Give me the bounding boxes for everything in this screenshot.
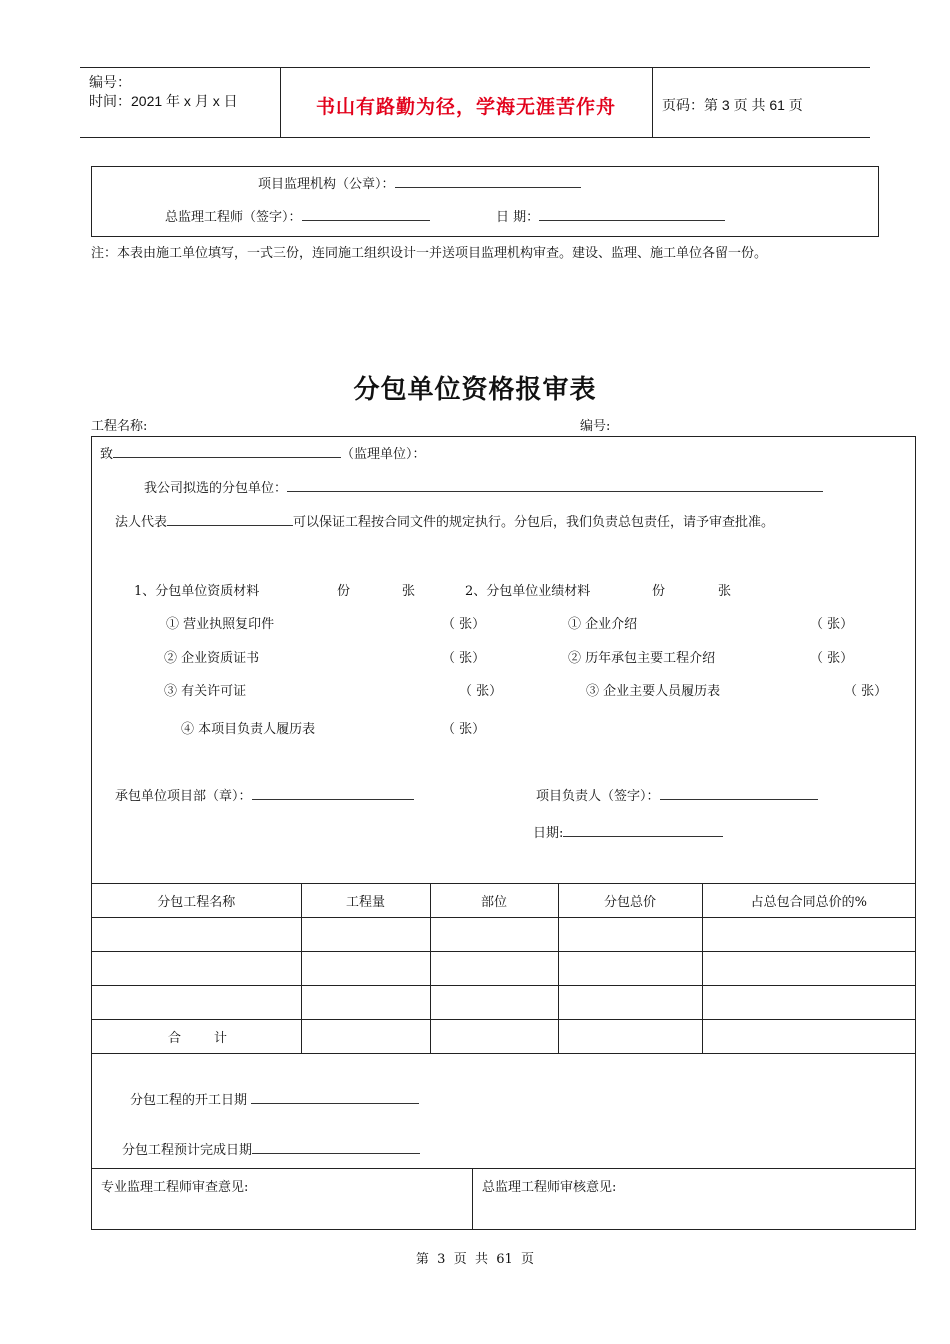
- left-item-2-sheets: （ 张）: [442, 651, 486, 666]
- table-row: [92, 952, 915, 986]
- left-item-3: ③ 有关许可证: [164, 684, 247, 699]
- header-motto: 书山有路勤为径，学海无涯苦作舟: [315, 97, 616, 118]
- col-header-total-price: 分包总价: [558, 884, 702, 918]
- form-note: 注：本表由施工单位填写，一式三份，连同施工组织设计一并送项目监理机构审查。建设、监理、施工单位各留一份。: [91, 246, 768, 261]
- header-meta: [80, 68, 281, 137]
- project-leader-label: 项目负责人（签字）：: [536, 789, 660, 804]
- left-item-4-sheets: （ 张）: [442, 722, 486, 737]
- form-code-label: 编号:: [580, 419, 611, 434]
- table-cell[interactable]: [702, 952, 915, 986]
- header-code-label: 编号：: [89, 74, 131, 90]
- subcontractor-form: [91, 436, 916, 1230]
- legal-rep-label: 法人代表: [115, 515, 168, 530]
- right-item-2-sheets: （ 张）: [810, 651, 854, 666]
- right-item-3: ③ 企业主要人员履历表: [586, 684, 721, 699]
- contractor-dept-line[interactable]: [252, 798, 414, 800]
- header-page-cell: [652, 68, 870, 137]
- end-date-label: 分包工程预计完成日期: [122, 1143, 253, 1158]
- materials-2-copies: 份: [652, 584, 666, 599]
- table-cell[interactable]: [702, 918, 915, 952]
- table-cell[interactable]: [702, 986, 915, 1020]
- right-item-3-sheets: （ 张）: [844, 684, 888, 699]
- specialist-review-label: 专业监理工程师审查意见:: [101, 1180, 249, 1195]
- seal-line[interactable]: [395, 186, 581, 188]
- left-item-2: ② 企业资质证书: [164, 651, 260, 666]
- specialist-review-cell[interactable]: [92, 1169, 473, 1230]
- end-date-line[interactable]: [252, 1152, 420, 1154]
- sign-date-label: 日期:: [533, 826, 564, 841]
- legal-rep-text: 可以保证工程按合同文件的规定执行。分包后，我们负责总包责任，请予审查批准。: [293, 515, 775, 530]
- header-page-info: 页码：第 3 页 共 61 页: [662, 97, 803, 113]
- table-cell[interactable]: [301, 952, 430, 986]
- start-date-label: 分包工程的开工日期: [130, 1093, 248, 1108]
- to-suffix: （监理单位）：: [341, 447, 426, 462]
- table-cell[interactable]: [430, 952, 558, 986]
- page-header: [80, 67, 870, 138]
- supervision-signature-box: [91, 166, 879, 237]
- chief-review-label: 总监理工程师审核意见:: [482, 1180, 617, 1195]
- right-item-1: ① 企业介绍: [568, 617, 638, 632]
- table-cell[interactable]: [92, 952, 301, 986]
- date-label: 日 期：: [496, 210, 540, 225]
- table-cell[interactable]: [301, 918, 430, 952]
- table-cell[interactable]: [558, 918, 702, 952]
- subcontract-table: [92, 883, 915, 1054]
- chief-engineer-label: 总监理工程师（签字）：: [165, 210, 302, 225]
- subcontractor-line[interactable]: [287, 490, 823, 492]
- table-cell[interactable]: [301, 986, 430, 1020]
- date-line[interactable]: [539, 219, 725, 221]
- project-leader-line[interactable]: [660, 798, 818, 800]
- table-cell[interactable]: [430, 986, 558, 1020]
- legal-rep-line[interactable]: [167, 524, 293, 526]
- total-label: 合 计: [92, 1020, 301, 1054]
- review-section: [92, 1168, 915, 1230]
- form-title: 分包单位资格报审表: [353, 375, 597, 405]
- seal-label: 项目监理机构（公章）：: [258, 177, 395, 192]
- table-cell[interactable]: [92, 918, 301, 952]
- chief-engineer-line[interactable]: [302, 219, 430, 221]
- table-cell[interactable]: [430, 1020, 558, 1054]
- project-name-label: 工程名称:: [91, 419, 148, 434]
- table-header-row: [92, 884, 915, 918]
- table-cell[interactable]: [301, 1020, 430, 1054]
- col-header-percentage: 占总包合同总价的%: [702, 884, 915, 918]
- header-time: 时间：2021 年 x 月 x 日: [89, 93, 238, 109]
- left-item-1-sheets: （ 张）: [442, 617, 486, 632]
- col-header-location: 部位: [430, 884, 558, 918]
- left-item-1: ① 营业执照复印件: [166, 617, 275, 632]
- table-row: [92, 918, 915, 952]
- left-item-4: ④ 本项目负责人履历表: [181, 722, 316, 737]
- col-header-quantity: 工程量: [301, 884, 430, 918]
- sign-date-line[interactable]: [563, 835, 723, 837]
- table-cell[interactable]: [558, 1020, 702, 1054]
- intro-label: 我公司拟选的分包单位：: [144, 481, 288, 496]
- materials-1-sheets: 张: [402, 584, 416, 599]
- to-prefix: 致: [100, 447, 114, 462]
- col-header-name: 分包工程名称: [92, 884, 301, 918]
- table-cell[interactable]: [92, 986, 301, 1020]
- contractor-dept-label: 承包单位项目部（章）：: [115, 789, 252, 804]
- page-footer: 第 3 页 共 61 页: [415, 1252, 535, 1267]
- start-date-line[interactable]: [251, 1102, 419, 1104]
- left-item-3-sheets: （ 张）: [459, 684, 503, 699]
- supervisor-unit-line[interactable]: [113, 456, 341, 458]
- table-row: [92, 986, 915, 1020]
- table-cell[interactable]: [702, 1020, 915, 1054]
- table-cell[interactable]: [430, 918, 558, 952]
- header-motto-cell: [280, 68, 653, 137]
- materials-1-copies: 份: [337, 584, 351, 599]
- table-cell[interactable]: [558, 986, 702, 1020]
- materials-2-label: 2、分包单位业绩材料: [465, 584, 591, 599]
- right-item-1-sheets: （ 张）: [810, 617, 854, 632]
- table-cell[interactable]: [558, 952, 702, 986]
- right-item-2: ② 历年承包主要工程介绍: [568, 651, 716, 666]
- materials-1-label: 1、分包单位资质材料: [134, 584, 260, 599]
- table-total-row: [92, 1020, 915, 1054]
- materials-2-sheets: 张: [718, 584, 732, 599]
